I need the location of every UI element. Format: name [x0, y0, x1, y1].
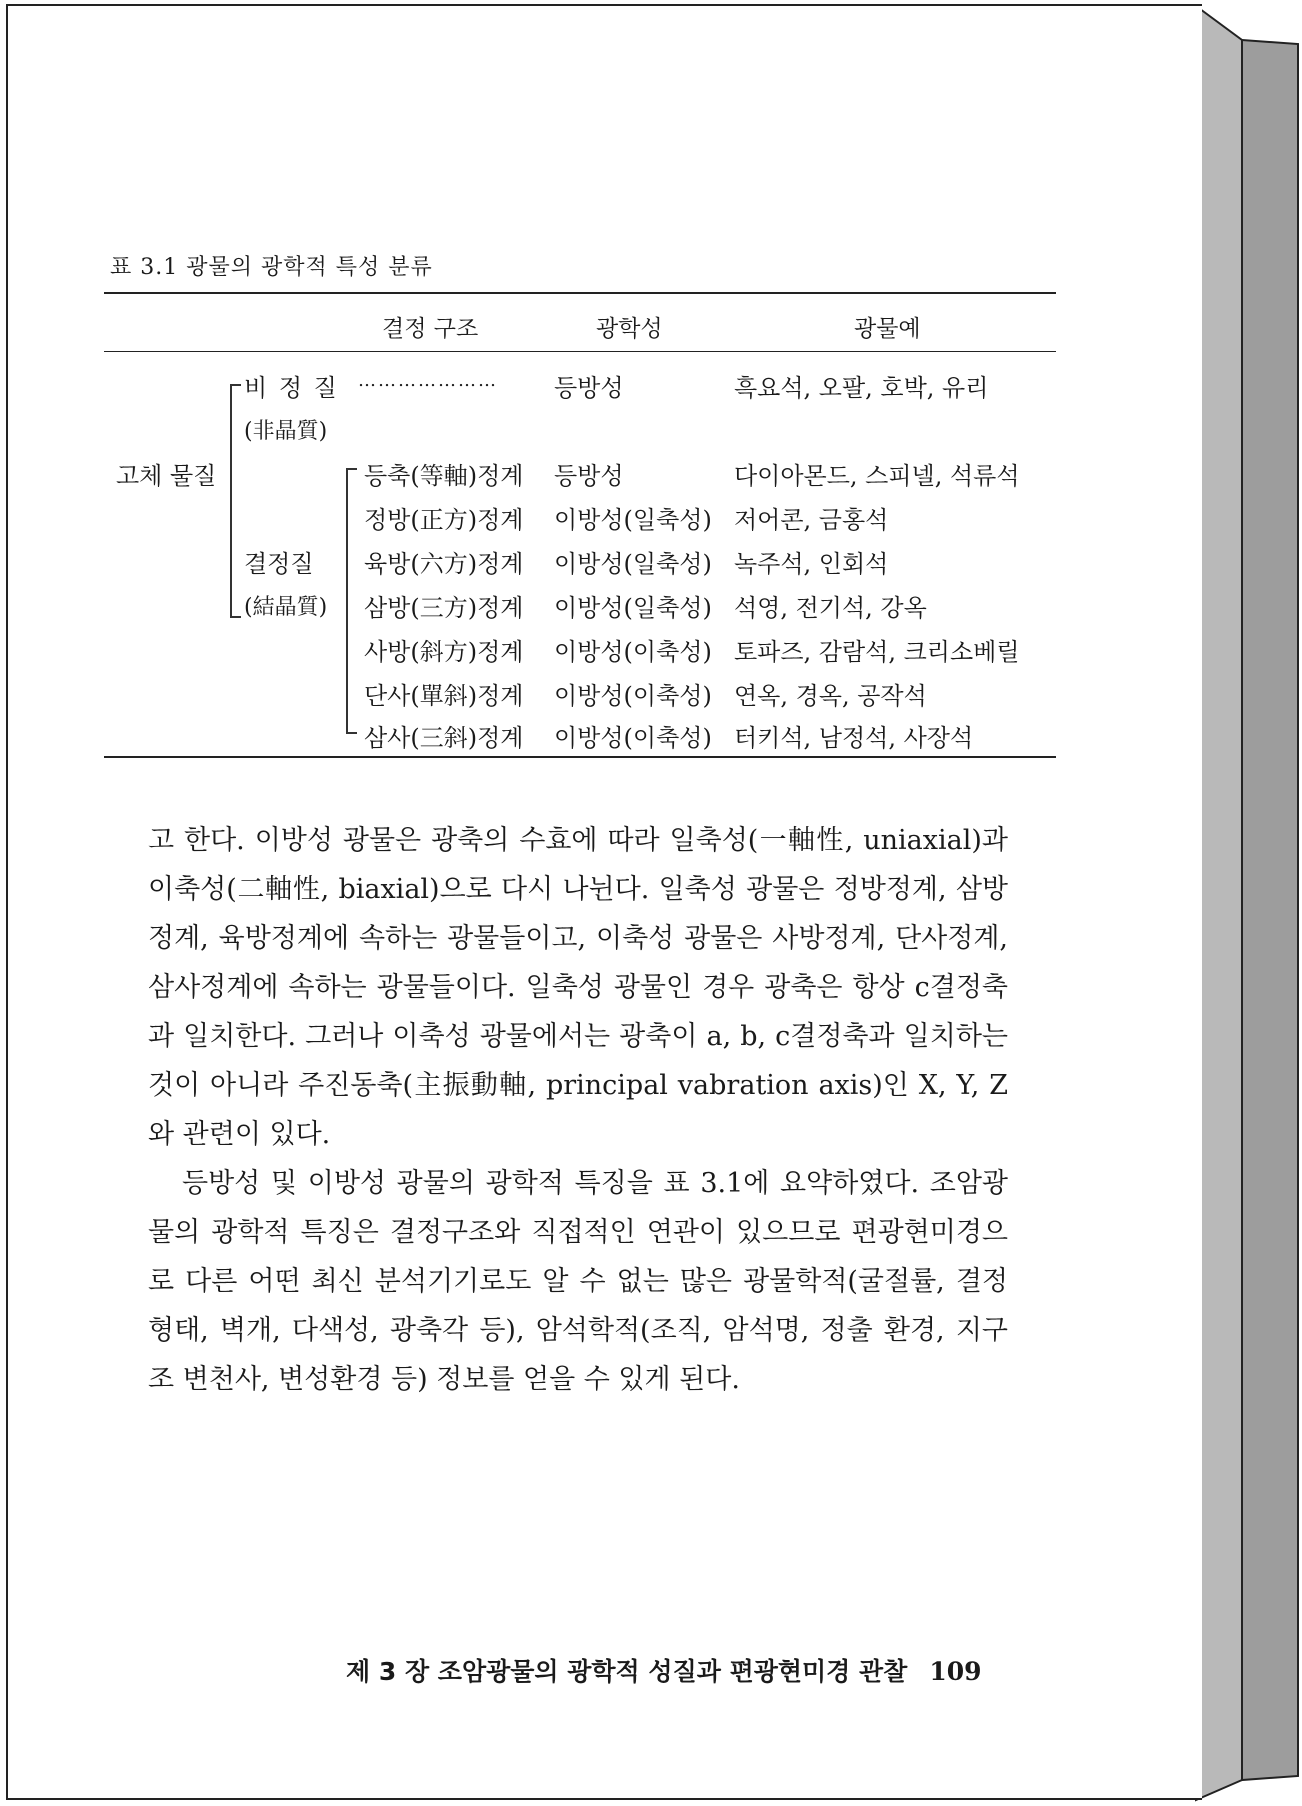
header-structure: 결정 구조	[382, 316, 479, 342]
crystal-system: 등축(等軸)정계	[364, 462, 524, 490]
inner-bracket	[346, 468, 357, 734]
page-number: 109	[929, 1657, 982, 1686]
mineral-examples: 터키석, 남정석, 사장석	[734, 724, 974, 752]
crystalline-label: 결정질	[244, 550, 314, 578]
table-caption: 표 3.1 광물의 광학적 특성 분류	[110, 255, 433, 280]
header-examples: 광물예	[854, 316, 921, 342]
optical-property: 이방성(이축성)	[554, 682, 712, 710]
mineral-examples: 녹주석, 인회석	[734, 550, 889, 578]
book-page-edge	[1192, 0, 1302, 1806]
crystal-system: 삼방(三方)정계	[364, 594, 524, 622]
crystal-system: 사방(斜方)정계	[364, 638, 524, 666]
mineral-examples: 저어콘, 금홍석	[734, 506, 889, 534]
crystal-system: 정방(正方)정계	[364, 506, 524, 534]
amorphous-hanja: (非晶質)	[244, 419, 328, 444]
optical-property: 이방성(이축성)	[554, 638, 712, 666]
optical-property: 이방성(일축성)	[554, 506, 712, 534]
optical-property: 등방성	[554, 462, 624, 490]
group-label-solid: 고체 물질	[116, 462, 217, 490]
amorphous-optical: 등방성	[554, 374, 624, 402]
table-header-rule	[104, 351, 1056, 352]
header-optical: 광학성	[596, 316, 663, 342]
table-bottom-rule	[104, 756, 1056, 758]
outer-bracket	[230, 384, 241, 618]
crystal-system: 육방(六方)정계	[364, 550, 524, 578]
mineral-examples: 토파즈, 감람석, 크리소베릴	[734, 638, 1020, 666]
body-text	[148, 816, 1008, 1404]
paragraph: 등방성 및 이방성 광물의 광학적 특징을 표 3.1에 요약하였다. 조암광물의 광학적 특징은 결정구조와 직접적인 연관이 있으므로 편광현미경으로 다른 어떤 최신 분석기기로도 알 수 없는 많은 광물학적(굴절률, 결정형태, 벽개, 다색성, 광축각 등), 암석학적(조직, 암석명, 정출 환경, 지구조 변천사, 변성환경 등) 정보를 얻을 수 있게 된다.	[148, 1168, 1008, 1395]
table-top-rule	[104, 292, 1056, 294]
mineral-examples: 다이아몬드, 스피넬, 석류석	[734, 462, 1020, 490]
optical-property: 이방성(일축성)	[554, 594, 712, 622]
amorphous-examples: 흑요석, 오팔, 호박, 유리	[734, 374, 989, 402]
crystal-system: 삼사(三斜)정계	[364, 724, 524, 752]
amorphous-leaders: …………………	[358, 370, 498, 391]
amorphous-label: 비 정 질	[244, 374, 339, 402]
paragraph: 고 한다. 이방성 광물은 광축의 수효에 따라 일축성(一軸性, uniaxial)과 이축성(二軸性, biaxial)으로 다시 나뉜다. 일축성 광물은 정방정계, 삼방정계, 육방정계에 속하는 광물들이고, 이축성 광물은 사방정계, 단사정계, 삼사정계에 속하는 광물들이다. 일축성 광물인 경우 광축은 항상 c결정축과 일치한다. 그러나 이축성 광물에서는 광축이 a, b, c결정축과 일치하는 것이 아니라 주진동축(主振動軸, principal vabration axis)인 X, Y, Z와 관련이 있다.	[148, 825, 1008, 1150]
mineral-examples: 연옥, 경옥, 공작석	[734, 682, 927, 710]
chapter-title: 제 3 장 조암광물의 광학적 성질과 편광현미경 관찰	[346, 1657, 908, 1686]
optical-property: 이방성(이축성)	[554, 724, 712, 752]
optical-property: 이방성(일축성)	[554, 550, 712, 578]
page-footer	[346, 1652, 982, 1688]
crystal-system: 단사(單斜)정계	[364, 682, 524, 710]
mineral-examples: 석영, 전기석, 강옥	[734, 594, 927, 622]
crystalline-hanja: (結晶質)	[244, 595, 328, 620]
